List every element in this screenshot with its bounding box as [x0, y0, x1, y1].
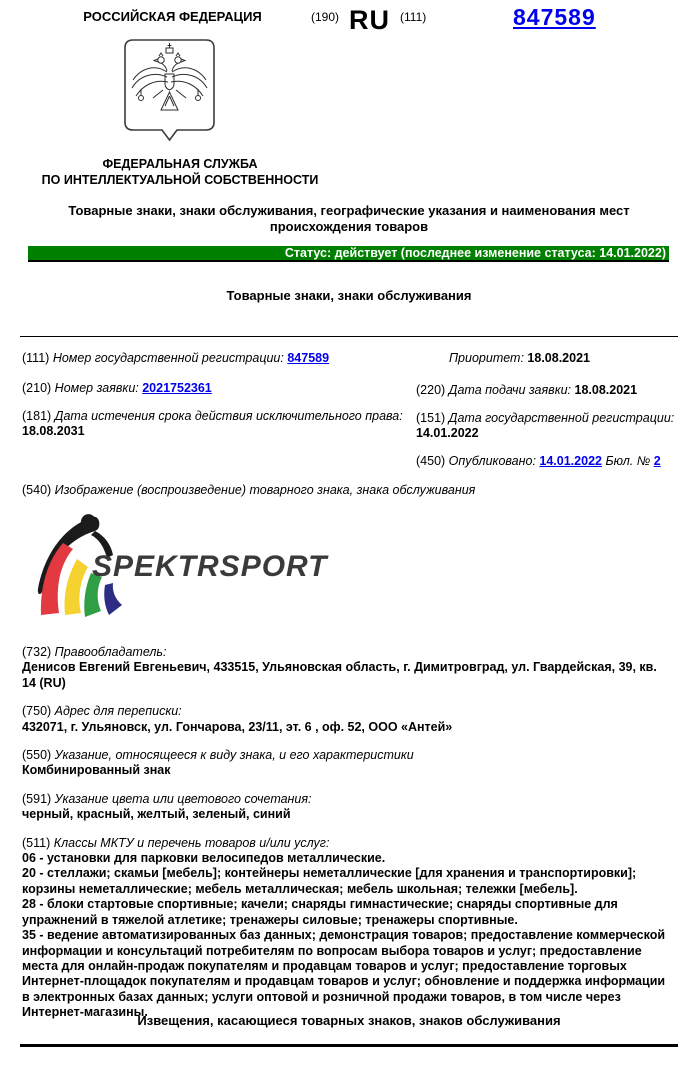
agency-name — [0, 157, 360, 188]
publication-date-link[interactable]: 14.01.2022 — [539, 454, 602, 468]
field-732-right-holder — [22, 645, 674, 691]
field-511-nice-classes — [22, 836, 674, 1021]
field-label: Классы МКТУ и перечень товаров и/или услуг: — [53, 835, 330, 850]
field-code: (511) — [22, 835, 51, 850]
divider-top — [20, 336, 678, 337]
registration-number-link[interactable]: 847589 — [287, 351, 330, 365]
field-label: Дата государственной регистрации: — [448, 411, 675, 425]
field-value: Денисов Евгений Евгеньевич, 433515, Ульяновская область, г. Димитровград, ул. Гвардейская, 39, кв. 14 (RU) — [22, 660, 657, 690]
nice-class-20: 20 - стеллажи; скамьи [мебель]; контейнеры неметаллические [для хранения и транспортировки]; корзины неметаллические; мебель металлическая; мебель школьная; тележки [мебель]. — [22, 866, 637, 896]
field-code: (181) — [22, 409, 52, 423]
status-bar — [28, 246, 669, 262]
field-label: Правообладатель: — [54, 645, 167, 659]
inid-code-190: (190) — [311, 10, 340, 24]
field-code: (591) — [22, 791, 52, 806]
field-label: Дата истечения срока действия исключительного права: — [54, 409, 403, 423]
field-code: (540) — [22, 483, 52, 497]
field-value: черный, красный, желтый, зеленый, синий — [22, 807, 291, 822]
notices-section-title: Извещения, касающиеся товарных знаков, знаков обслуживания — [137, 1013, 561, 1028]
field-111-registration-number — [22, 351, 417, 366]
field-label: Указание, относящееся к виду знака, и его характеристики — [54, 748, 414, 763]
nice-class-35: 35 - ведение автоматизированных баз данных; демонстрация товаров; предоставление коммерческой информации и консультаций потребителям по вопросам выбора товаров и услуг; предоставление места для онлайн-продаж покупателям и продавцам товаров и услуг; предоставление торговых Интернет-площадок покупателям и продавцам товаров и услуг; обновление и поддержка информации в электронных базах данных; услуги оптовой и розничной продажи товаров, в том числе через Интернет-магазины. — [22, 928, 666, 1020]
field-code: (732) — [22, 645, 52, 659]
field-450-published — [416, 454, 678, 469]
field-220-filing-date — [416, 383, 678, 398]
field-750-correspondence-address — [22, 704, 674, 735]
field-550-mark-type — [22, 748, 674, 779]
divider-bottom — [20, 1044, 678, 1047]
field-value: 14.01.2022 — [416, 426, 479, 440]
field-value: 432071, г. Ульяновск, ул. Гончарова, 23/11, эт. 6 , оф. 52, ООО «Антей» — [22, 719, 453, 734]
field-540-mark-image-label — [22, 483, 475, 497]
field-priority — [449, 351, 678, 366]
field-151-registration-date — [416, 411, 678, 441]
application-number-link[interactable]: 2021752361 — [142, 381, 212, 395]
bulletin-label: Бюл. № — [605, 454, 651, 468]
coat-of-arms-emblem — [123, 38, 216, 144]
logo-wordmark: SPEKTRSPORT — [92, 550, 328, 583]
agency-line-1: ФЕДЕРАЛЬНАЯ СЛУЖБА — [102, 157, 258, 171]
field-value: 18.08.2031 — [22, 424, 85, 438]
field-code: (750) — [22, 704, 52, 719]
field-label: Опубликовано: — [448, 454, 536, 468]
field-code: (220) — [416, 383, 446, 397]
details-section — [22, 645, 674, 1034]
field-label: Изображение (воспроизведение) товарного знака, знака обслуживания — [54, 483, 476, 497]
inid-code-111: (111) — [400, 10, 427, 24]
bulletin-number-link[interactable]: 2 — [653, 454, 661, 468]
section-title: Товарные знаки, знаки обслуживания — [226, 288, 472, 303]
status-text: Статус: действует (последнее изменение статуса: 14.01.2022) — [284, 246, 666, 260]
logo-petal-blue — [104, 583, 122, 615]
field-210-application-number — [22, 381, 417, 396]
field-label: Указание цвета или цветового сочетания: — [54, 791, 312, 806]
field-code: (111) — [22, 351, 50, 365]
document-title: Товарные знаки, знаки обслуживания, географические указания и наименования мест происхождения товаров — [68, 203, 630, 234]
field-label: Приоритет: — [449, 351, 524, 365]
field-code: (210) — [22, 381, 52, 395]
field-code: (450) — [416, 454, 446, 468]
field-label: Дата подачи заявки: — [448, 383, 572, 397]
field-code: (151) — [416, 411, 446, 425]
registration-number-link[interactable]: 847589 — [513, 4, 596, 30]
agency-line-2: ПО ИНТЕЛЛЕКТУАЛЬНОЙ СОБСТВЕННОСТИ — [41, 172, 319, 187]
field-value: Комбинированный знак — [22, 763, 171, 778]
country-code: RU — [349, 5, 390, 35]
field-591-colors — [22, 792, 674, 823]
field-label: Номер заявки: — [54, 381, 139, 395]
field-label: Номер государственной регистрации: — [52, 351, 284, 365]
field-181-expiry-date — [22, 409, 417, 439]
trademark-image — [25, 503, 345, 625]
field-value: 18.08.2021 — [574, 383, 638, 397]
field-code: (550) — [22, 748, 52, 763]
field-value: 18.08.2021 — [527, 351, 590, 365]
nice-class-28: 28 - блоки стартовые спортивные; качели; снаряды гимнастические; снаряды спортивные для упражнений в тяжелой атлетике; тренажеры силовые; тренажеры спортивные. — [22, 897, 618, 927]
nice-class-06: 06 - установки для парковки велосипедов металлические. — [22, 851, 386, 866]
header-country: РОССИЙСКАЯ ФЕДЕРАЦИЯ — [83, 9, 262, 24]
field-label: Адрес для переписки: — [54, 704, 182, 719]
